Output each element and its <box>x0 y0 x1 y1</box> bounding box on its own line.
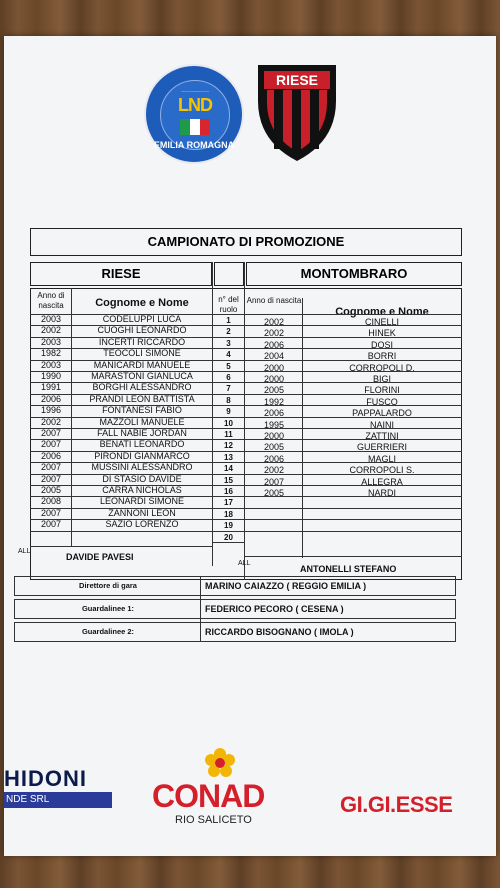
away-player-name: MAGLI <box>367 453 396 464</box>
home-name-header: Cognome e Nome <box>95 297 189 309</box>
official-value: MARINO CAIAZZO ( REGGIO EMILIA ) <box>205 581 367 591</box>
away-coach-name: ANTONELLI STEFANO <box>300 564 397 574</box>
role-number: 15 <box>224 475 233 485</box>
away-player-name: CINELLI <box>364 317 399 327</box>
home-birth-year-header: Anno di nascita <box>37 291 65 310</box>
role-number: 10 <box>224 418 233 428</box>
away-player-name: BIGI <box>372 374 391 384</box>
home-player-name: TEOCOLI SIMONE <box>103 348 181 359</box>
role-number: 6 <box>226 373 231 382</box>
away-player-birth-year: 1995 <box>263 419 285 430</box>
away-player-name: FLORINI <box>364 385 400 396</box>
home-player-name: MUSSINI ALESSANDRO <box>91 462 193 473</box>
home-player-birth-year: 2003 <box>40 336 62 347</box>
home-player-name: MAZZOLI MANUELE <box>99 416 185 427</box>
official-value: RICCARDO BISOGNANO ( IMOLA ) <box>205 627 354 637</box>
divider <box>244 556 462 557</box>
home-player-name: LEONARDI SIMONE <box>99 496 184 507</box>
home-player-name: FONTANESI FABIO <box>102 405 182 416</box>
role-number: 16 <box>224 487 233 496</box>
role-number: 18 <box>224 509 233 519</box>
home-player-name: MARASTONI GIANLUCA <box>91 371 193 381</box>
home-player-name: MANICARDI MANUELE <box>93 359 191 370</box>
away-player-name: GUERRIERI <box>356 442 407 453</box>
sponsor-conad-name: CONAD <box>152 778 265 814</box>
home-player-name: BENATI LEONARDO <box>99 439 185 450</box>
away-birth-year-header: Anno di nascita <box>246 296 302 305</box>
role-number: 19 <box>224 521 233 531</box>
team-header-spacer <box>214 262 244 286</box>
home-player-birth-year: 2007 <box>40 428 62 438</box>
role-number: 5 <box>226 361 231 371</box>
role-number: 3 <box>226 338 231 348</box>
home-player-birth-year: 1996 <box>40 405 62 416</box>
home-player-birth-year: 1990 <box>40 371 62 381</box>
official-label: Guardalinee 1: <box>81 604 135 613</box>
away-player-birth-year: 2006 <box>263 408 285 419</box>
away-player-birth-year: 2002 <box>263 328 285 339</box>
divider <box>30 546 212 547</box>
sponsor-conad-location: RIO SALICETO <box>175 814 252 826</box>
away-player-name: ZATTINI <box>365 431 399 441</box>
away-player-birth-year: 2007 <box>263 476 285 487</box>
away-player-name: BORRI <box>367 351 397 362</box>
away-team-name: MONTOMBRARO <box>246 262 462 286</box>
away-player-name: CORROPOLI D. <box>349 362 415 373</box>
sponsor-left-subtitle: NDE SRL <box>6 794 50 805</box>
role-number: 7 <box>226 384 231 394</box>
away-player-name: NAINI <box>369 419 394 430</box>
official-row-linesman-2 <box>14 622 456 642</box>
lnd-text: LND <box>178 95 212 115</box>
home-player-birth-year: 1982 <box>40 348 62 359</box>
official-value: FEDERICO PECORO ( CESENA ) <box>205 604 344 614</box>
away-player-birth-year: 2000 <box>263 431 285 441</box>
home-player-birth-year: 2007 <box>40 439 62 450</box>
official-row-linesman-1 <box>14 599 456 619</box>
match-officials <box>14 576 456 648</box>
away-player-name: HINEK <box>368 328 396 339</box>
away-player-birth-year: 2002 <box>263 317 285 327</box>
away-player-birth-year: 2002 <box>263 465 285 476</box>
role-number: 13 <box>224 452 233 462</box>
away-player-name: ALLEGRA <box>361 476 403 487</box>
role-number: 20 <box>224 532 233 542</box>
away-coach-label: ALL <box>238 560 251 567</box>
away-player-birth-year: 2006 <box>263 453 285 464</box>
home-player-birth-year: 2002 <box>40 416 62 427</box>
lnd-logo <box>144 64 244 164</box>
role-number: 17 <box>224 498 233 508</box>
home-player-name: FALL NABIE JORDAN <box>97 428 187 438</box>
home-player-name: INCERTI RICCARDO <box>98 336 186 347</box>
role-number: 8 <box>226 395 231 405</box>
home-player-name: ZANNONI LEON <box>108 507 176 518</box>
official-row-referee <box>14 576 456 596</box>
sponsor-left-logo <box>4 764 114 810</box>
home-player-birth-year: 2006 <box>40 450 62 461</box>
home-player-name: SAZIO LORENZO <box>105 519 179 530</box>
away-player-name: FUSCO <box>366 396 398 407</box>
home-player-birth-year: 2003 <box>40 359 62 370</box>
home-player-birth-year: 2007 <box>40 519 62 530</box>
away-player-name: DOSI <box>370 339 393 350</box>
home-coach-name: DAVIDE PAVESI <box>66 552 134 562</box>
role-number-header: n° del ruolo <box>218 295 239 314</box>
table-row-divider <box>212 542 244 543</box>
away-player-birth-year: 2006 <box>263 339 285 350</box>
home-player-birth-year: 2002 <box>40 325 62 336</box>
role-number: 4 <box>226 350 231 360</box>
italian-flag-icon <box>180 119 210 135</box>
away-player-birth-year: 2000 <box>263 374 285 384</box>
divider <box>200 576 201 642</box>
home-player-birth-year: 2008 <box>40 496 62 507</box>
home-player-birth-year: 2007 <box>40 507 62 518</box>
home-player-birth-year: 2007 <box>40 473 62 484</box>
away-player-birth-year: 2000 <box>263 362 285 373</box>
role-number: 1 <box>226 316 231 325</box>
official-label: Guardalinee 2: <box>81 627 135 636</box>
sponsor-gigiesse-name: GI.GI.ESSE <box>340 792 453 817</box>
away-player-birth-year: 2005 <box>263 385 285 396</box>
official-label: Direttore di gara <box>79 581 137 590</box>
home-player-name: CUOGHI LEONARDO <box>97 325 187 336</box>
role-number: 2 <box>226 327 231 337</box>
role-number: 11 <box>224 430 233 439</box>
divider <box>244 262 245 580</box>
away-player-birth-year: 2005 <box>263 488 285 498</box>
away-player-name: PAPPALARDO <box>352 408 412 419</box>
home-team-name: RIESE <box>30 262 212 286</box>
riese-shield-text: RIESE <box>275 72 319 88</box>
conad-flower-icon <box>205 748 235 778</box>
riese-shield-logo <box>252 61 342 163</box>
away-player-birth-year: 2005 <box>263 442 285 453</box>
sponsor-left-name: HIDONI <box>4 766 87 791</box>
lnd-region: EMILIA ROMAGNA <box>153 140 235 150</box>
home-player-birth-year: 2007 <box>40 462 62 473</box>
home-player-name: PIRONDI GIANMARCO <box>94 450 190 461</box>
home-player-birth-year: 2005 <box>40 485 62 495</box>
home-player-name: PRANDI LEON BATTISTA <box>89 393 195 404</box>
away-player-name: NARDI <box>367 488 396 498</box>
home-player-birth-year: 2003 <box>40 314 62 324</box>
role-number: 14 <box>224 464 233 474</box>
home-player-name: CARRA NICHOLAS <box>102 485 182 495</box>
away-player-name: CORROPOLI S. <box>349 465 415 476</box>
lnd-small-text: ~~~~~~~~~~~~~~~~ <box>180 89 210 93</box>
home-player-birth-year: 2006 <box>40 393 62 404</box>
home-player-birth-year: 1991 <box>40 382 62 393</box>
table-row-divider <box>30 531 462 532</box>
away-name-header: Cognome e Nome <box>335 306 429 318</box>
away-player-birth-year: 1992 <box>263 396 285 407</box>
championship-title: CAMPIONATO DI PROMOZIONE <box>30 228 462 256</box>
role-number: 9 <box>226 407 231 417</box>
home-player-name: BORGHI ALESSANDRO <box>92 382 192 393</box>
away-player-birth-year: 2004 <box>263 351 285 362</box>
home-player-name: DI STASIO DAVIDE <box>102 473 182 484</box>
home-player-name: CODELUPPI LUCA <box>102 314 182 324</box>
role-number: 12 <box>224 441 233 451</box>
home-coach-label: ALL <box>18 548 31 555</box>
